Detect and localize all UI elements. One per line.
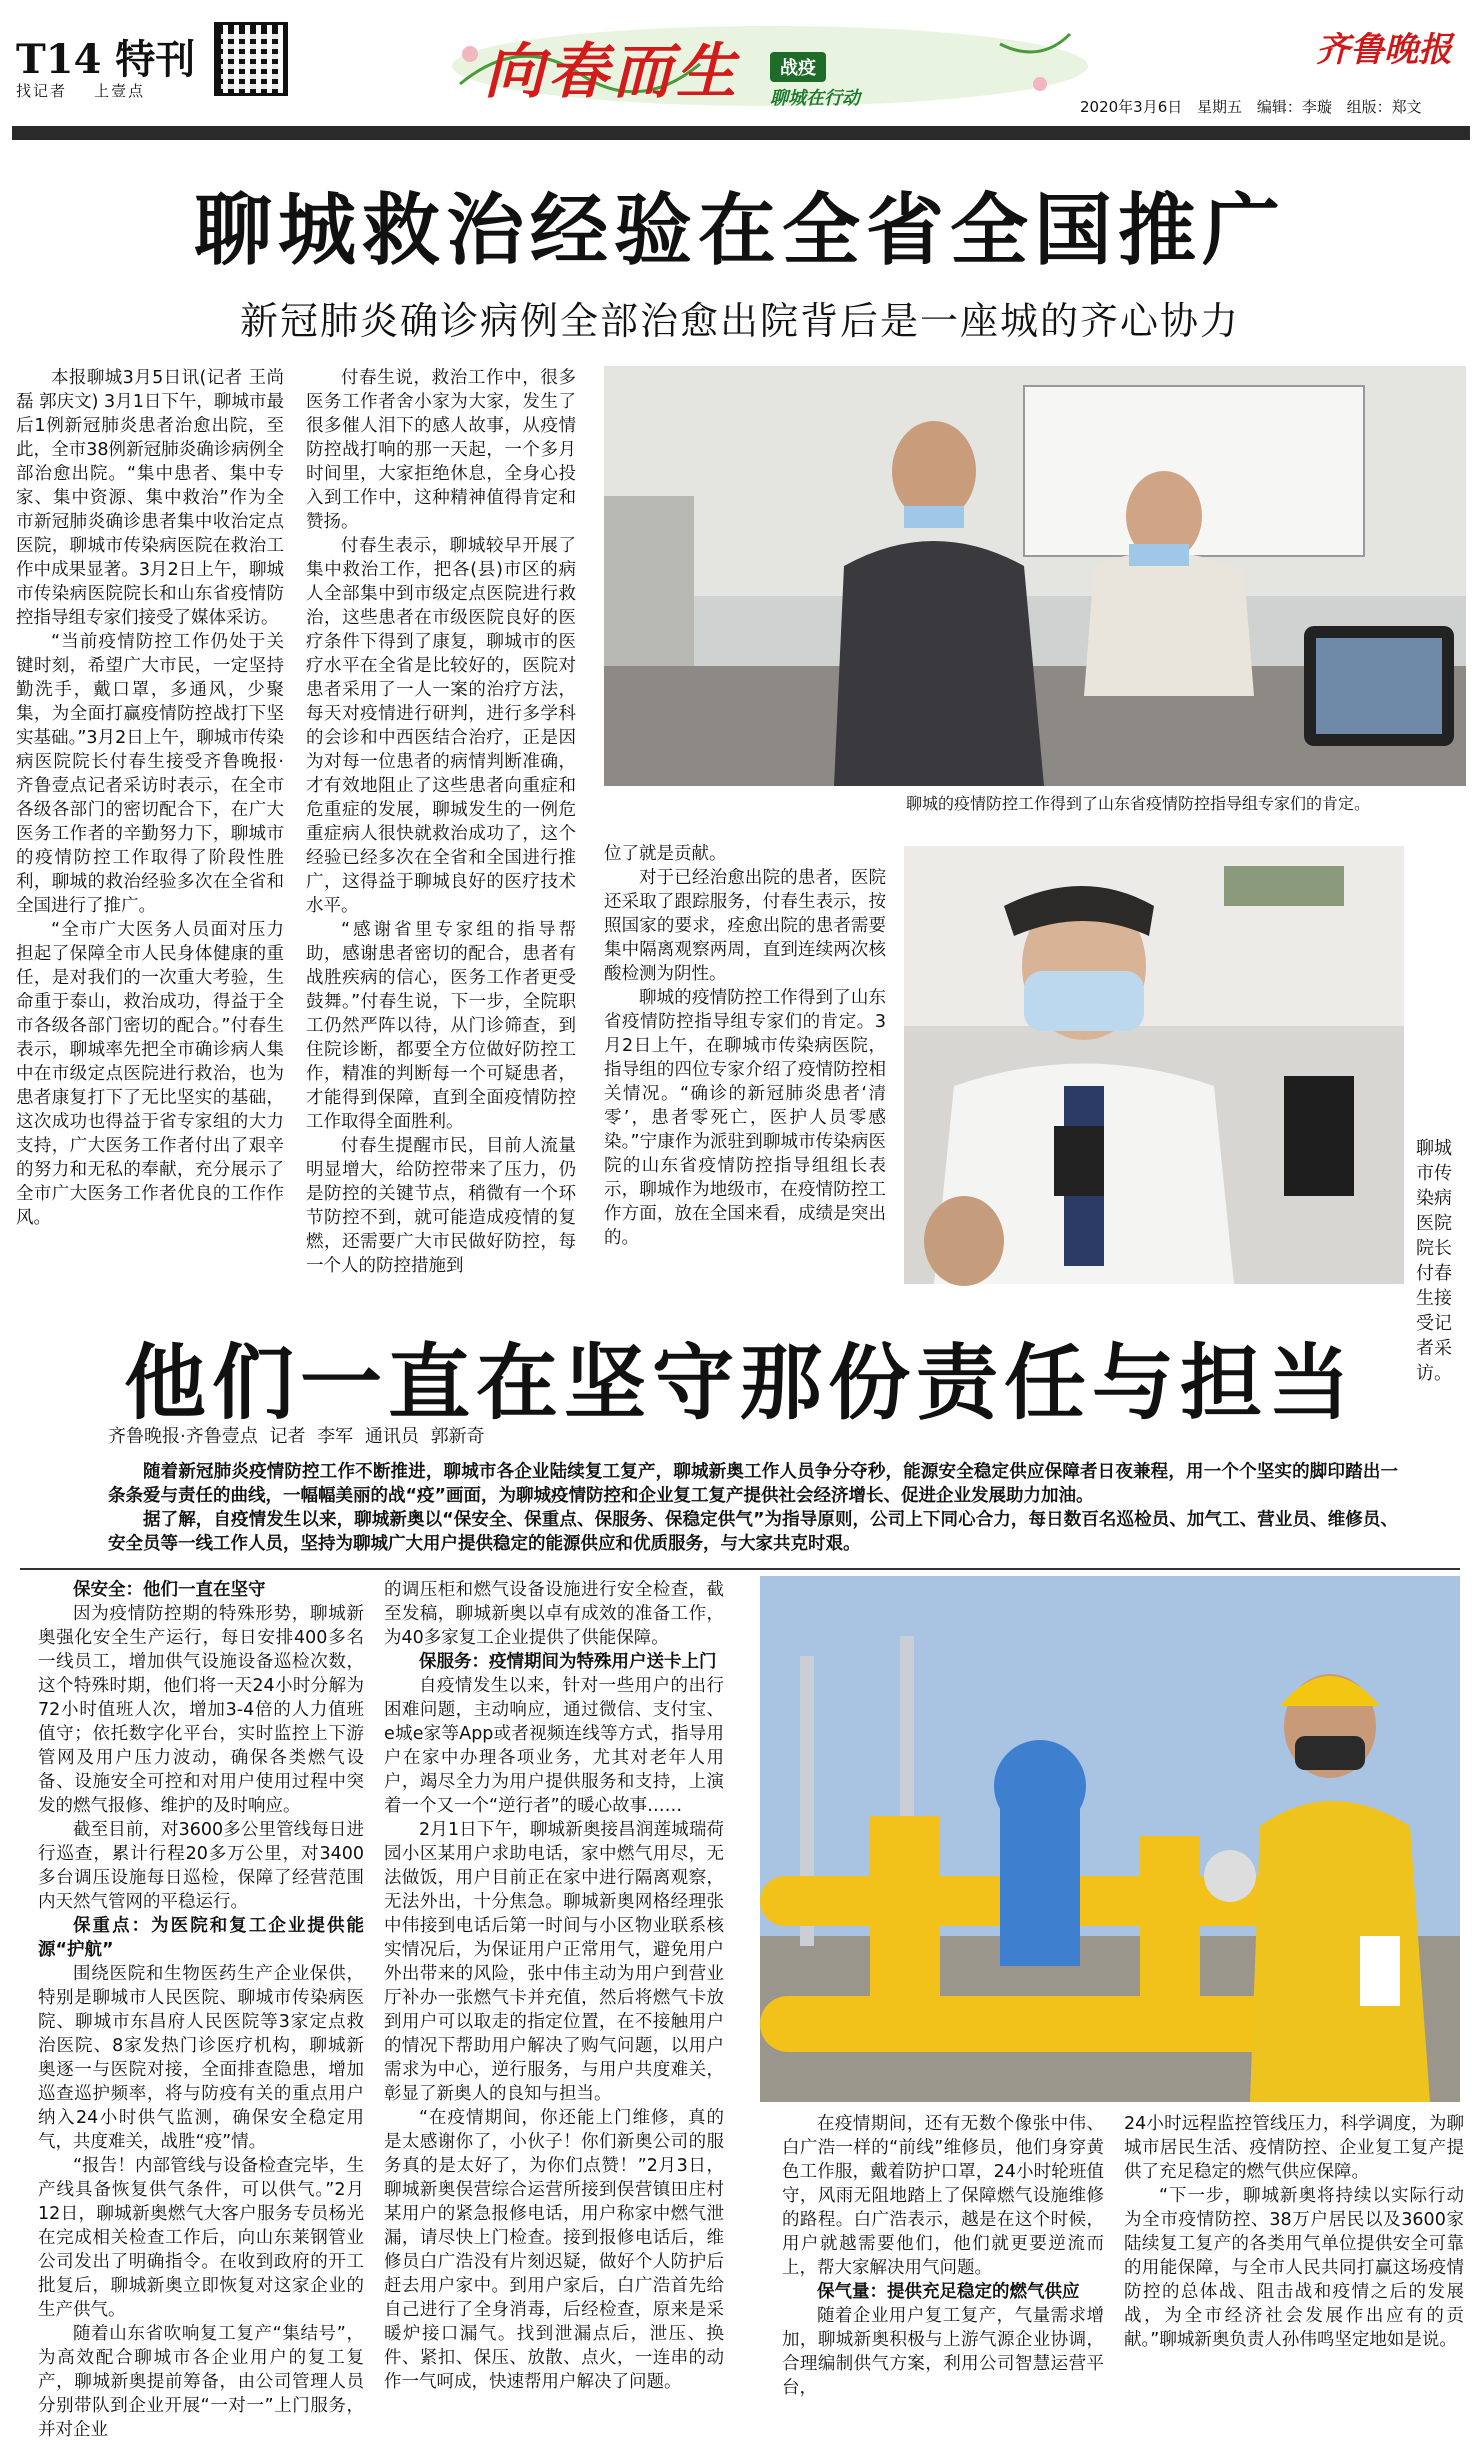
paragraph: “下一步，聊城新奥将持续以实际行动为全市疫情防控、38万户居民以及3600家陆续复工复产的各类用气单位提供安全可靠的用能保障，与全市人民共同打赢这场疫情防控的总体战、阻击战和疫情之后的发展战，为全市经济社会发展作出应有的贡献。”聊城新奥负责人孙伟鸣坚定地如是说。 [1124, 2186, 1464, 2350]
story2-column-4 [1124, 2112, 1464, 2370]
paragraph: “全市广大医务人员面对压力担起了保障全市人民身体健康的重任，是对我们的一次重大考验，生命重于泰山，救治成功，得益于全市各级各部门密切的配合。”付春生表示，聊城率先把全市确诊病人集中在市级定点医院进行救治，也为患者康复打下了无比坚实的基础，这次成功也得益于省专家组的大力支持，广大医务工作者付出了艰辛的努力和无私的奉献，充分展示了全市广大医务工作者优良的工作作风。 [16, 920, 284, 1228]
story2-lead [108, 1460, 1398, 1556]
paragraph: 随着新冠肺炎疫情防控工作不断推进，聊城市各企业陆续复工复产，聊城新奥工作人员争分夺秒，能源安全稳定供应保障者日夜兼程，用一个个坚实的脚印踏出一条条爱与责任的曲线，一幅幅美丽的战“疫”画面，为聊城疫情防控和企业复工复产提供社会经济增长、促进企业发展助力加油。 [108, 1462, 1398, 1506]
issue-meta: 2020年3月6日 星期五 编辑：李璇 组版：郑文 [1080, 98, 1422, 116]
section-banner [440, 14, 1080, 110]
paragraph: “当前疫情防控工作仍处于关键时刻，希望广大市民，一定坚持勤洗手，戴口罩，多通风，少聚集，为全面打赢疫情防控战打下坚实基础。”3月2日上午，聊城市传染病医院院长付春生接受齐鲁晚报·齐鲁壹点记者采访时表示，在全市各级各部门的密切配合下，在广大医务工作者的辛勤努力下，聊城市的疫情防控工作取得了阶段性胜利，聊城的救治经验多次在全省和全国进行了推广。 [16, 632, 284, 916]
section-heading: 保安全：他们一直在坚守 [73, 1580, 266, 1600]
paragraph: 位了就是贡献。 [604, 844, 727, 864]
paragraph: 本报聊城3月5日讯(记者 王尚磊 郭庆文) 3月1日下午，聊城市最后1例新冠肺炎患者治愈出院，至此，全市38例新冠肺炎确诊病例全部治愈出院。“集中患者、集中专家、集中资源、集中救治”作为全市新冠肺炎确诊患者集中收治定点医院，聊城市传染病医院在救治工作中成果显著。3月2日上午，聊城市传染病医院院长和山东省疫情防控指导组专家们接受了媒体采访。 [16, 368, 284, 628]
section-heading: 保气量：提供充足稳定的燃气供应 [817, 2282, 1080, 2302]
paragraph: 对于已经治愈出院的患者，医院还采取了跟踪服务，付春生表示，按照国家的要求，痊愈出院的患者需要集中隔离观察两周，直到连续两次核酸检测为阴性。 [604, 868, 886, 984]
newspaper-logo: 齐鲁晚报 [1316, 30, 1452, 70]
story2-column-1 [38, 1578, 364, 2440]
page-sub: 找记者 上壹点 [16, 82, 146, 100]
paragraph: 24小时远程监控管线压力，科学调度，为聊城市居民生活、疫情防控、企业复工复产提供了充足稳定的燃气供应保障。 [1124, 2114, 1464, 2182]
story1-column-3 [604, 842, 886, 1296]
paragraph: 截至目前，对3600多公里管线每日进行巡查，累计行程20多万公里，对3400多台调压设施每日巡检，保障了经营范围内天然气管网的平稳运行。 [38, 1820, 364, 1912]
expert-meeting-image-icon [604, 366, 1466, 786]
photo-expert-meeting [604, 366, 1466, 786]
paragraph: “在疫情期间，你还能上门维修，真的是太感谢你了，小伙子！你们新奥公司的服务真的是太好了，为你们点赞！”2月3日，聊城新奥俣营综合运营所接到俣营镇田庄村某用户的紧急报修电话，用户称家中燃气泄漏，请尽快上门检查。接到报修电话后，维修员白广浩没有片刻迟疑，做好个人防护后赶去用户家中。到用户家后，白广浩首先给自己进行了全身消毒，后经检查，原来是采暖炉接口漏气。找到泄漏点后，泄压、换件、紧扣、保压、放散、点火，一连串的动作一气呵成，快速帮用户解决了问题。 [384, 2108, 724, 2392]
banner-title: 向春而生 [484, 37, 740, 107]
paragraph: 付春生表示，聊城较早开展了集中救治工作，把各(县)市区的病人全部集中到市级定点医院进行救治，这些患者在市级医院良好的医疗条件下得到了康复，聊城市的医疗水平在全省是比较好的，医院对患者采用了一人一案的治疗方法，每天对疫情进行研判，进行多学科的会诊和中西医结合治疗，正是因为对每一位患者的病情判断准确，才有效地阻止了这些患者向重症和危重症的发展，聊城发生的一例危重症病人很快就救治成功了，这个经验已经多次在全省和全国进行推广，这得益于聊城良好的医疗技术水平。 [306, 536, 576, 916]
story1-column-2 [306, 366, 576, 1306]
photo2-caption: 聊城市传染病医院院长付春生接受记者采访。 [1416, 1138, 1452, 1384]
photo-hospital-director [904, 846, 1404, 1284]
paragraph: 在疫情期间，还有无数个像张中伟、白广浩一样的“前线”维修员，他们身穿黄色工作服，戴着防护口罩，24小时轮班值守，风雨无阻地踏上了保障燃气设施维修的路程。白广浩表示，越是在这个时候，用户就越需要他们，他们就更要逆流而上，帮大家解决用气问题。 [782, 2114, 1104, 2278]
paragraph: 的调压柜和燃气设备设施进行安全检查，截至发稿，聊城新奥以卓有成效的准备工作，为40多家复工企业提供了供能保障。 [384, 1580, 724, 1648]
paragraph: 随着企业用户复工复产，气量需求增加，聊城新奥积极与上游气源企业协调，合理编制供气方案，利用公司智慧运营平台， [782, 2306, 1104, 2398]
section-heading: 保服务：疫情期间为特殊用户送卡上门 [419, 1652, 717, 1672]
story2-rule [20, 1568, 1460, 1570]
photo-gas-worker [760, 1576, 1460, 2102]
story2-column-2 [384, 1578, 724, 2392]
paragraph: “感谢省里专家组的指导帮助，感谢患者密切的配合，患者有战胜疾病的信心，医务工作者更受鼓舞。”付春生说，下一步，全院职工仍然严阵以待，从门诊筛查，到住院诊断，都要全方位做好防控工作，精准的判断每一个可疑患者，才能得到保障，直到全面疫情防控工作取得全面胜利。 [306, 920, 576, 1132]
story1-headline: 聊城救治经验在全省全国推广 [193, 186, 1286, 276]
paragraph: “报告！内部管线与设备检查完毕，生产线具备恢复供气条件，可以供气。”2月12日，聊城新奥燃气大客户服务专员杨光在完成相关检查工作后，向山东莱钢管业公司发出了明确指令。在收到政府的开工批复后，聊城新奥立即恢复对这家企业的生产供气。 [38, 2156, 364, 2320]
paragraph: 自疫情发生以来，针对一些用户的出行困难问题，主动响应，通过微信、支付宝、e城e家等App或者视频连线等方式，指导用户在家中办理各项业务，尤其对老年人用户，竭尽全力为用户提供服务和支持，上演着一个又一个“逆行者”的暖心故事…… [384, 1676, 724, 1816]
masthead [0, 0, 1480, 148]
story1-subhead: 新冠肺炎确诊病例全部治愈出院背后是一座城的齐心协力 [239, 299, 1240, 343]
banner-tag: 战疫 [770, 52, 826, 82]
paragraph: 付春生提醒市民，目前人流量明显增大，给防控带来了压力，仍是防控的关键节点，稍微有一个环节防控不到，就可能造成疫情的复燃，还需要广大市民做好防控，每一个人的防控措施到 [306, 1136, 576, 1276]
story2-column-3 [782, 2112, 1104, 2398]
section-heading: 保重点：为医院和复工企业提供能源“护航” [38, 1916, 364, 1960]
story2-byline: 齐鲁晚报·齐鲁壹点 记者 李军 通讯员 郭新奇 [108, 1426, 485, 1447]
paragraph: 据了解，自疫情发生以来，聊城新奥以“保安全、保重点、保服务、保稳定供气”为指导原则，公司上下同心合力，每日数百名巡检员、加气工、营业员、维修员、安全员等一线工作人员，坚持为聊城广大用户提供稳定的能源供应和优质服务，与大家共克时艰。 [108, 1510, 1398, 1554]
masthead-rule [12, 126, 1470, 140]
banner-subtitle: 聊城在行动 [770, 88, 860, 109]
paragraph: 因为疫情防控期的特殊形势，聊城新奥强化安全生产运行，每日安排400多名一线员工，增加供气设施设备巡检次数，这个特殊时期，他们将一天24小时分解为72小时值班人次，增加3-4倍的人力值班值守；依托数字化平台，实时监控上下游管网及用户压力波动，确保各类燃气设备、设施安全可控和对用户使用过程中突发的燃气报修、维护的及时响应。 [38, 1604, 364, 1816]
story2-headline: 他们一直在坚守那份责任与担当 [123, 1336, 1356, 1431]
gas-worker-image-icon [760, 1576, 1460, 2102]
qr-code-icon [214, 22, 288, 96]
photo1-caption: 聊城的疫情防控工作得到了山东省疫情防控指导组专家们的肯定。 [906, 794, 1371, 813]
paragraph: 随着山东省吹响复工复产“集结号”，为高效配合聊城市各企业用户的复工复产，聊城新奥提前筹备，由公司管理人员分别带队到企业开展“一对一”上门服务，并对企业 [38, 2324, 364, 2440]
page-code: T14 特刊 [16, 36, 196, 83]
paragraph: 2月1日下午，聊城新奥接昌润莲城瑞荷园小区某用户求助电话，家中燃气用尽，无法做饭，用户目前正在家中进行隔离观察，无法外出，十分焦急。聊城新奥网格经理张中伟接到电话后第一时间与小区物业联系核实情况后，为保证用户正常用气，避免用户外出带来的风险，张中伟主动为用户到营业厅补办一张燃气卡并充值，然后将燃气卡放到用户可以取走的指定位置，在不接触用户的情况下帮助用户解决了购气问题，以用户需求为中心，逆行服务，与用户共度难关，彰显了新奥人的良知与担当。 [384, 1820, 724, 2104]
paragraph: 围绕医院和生物医药生产企业保供，特别是聊城市人民医院、聊城市传染病医院、聊城市东昌府人民医院等3家定点救治医院、8家发热门诊医疗机构，聊城新奥逐一与医院对接，全面排查隐患，增加巡查巡护频率，将与防疫有关的重点用户纳入24小时供气监测，确保安全稳定用气，共度难关，战胜“疫”情。 [38, 1964, 364, 2152]
paragraph: 付春生说，救治工作中，很多医务工作者舍小家为大家，发生了很多催人泪下的感人故事，从疫情防控战打响的那一天起，一个多月时间里，大家拒绝休息，全身心投入到工作中，这种精神值得肯定和赞扬。 [306, 368, 576, 532]
story1-column-1 [16, 366, 284, 1306]
paragraph: 聊城的疫情防控工作得到了山东省疫情防控指导组专家们的肯定。3月2日上午，在聊城市传染病医院，指导组的四位专家介绍了疫情防控相关情况。“确诊的新冠肺炎患者‘清零’，患者零死亡，医护人员零感染。”宁康作为派驻到聊城市传染病医院的山东省疫情防控指导组组长表示，聊城作为地级市，在疫情防控工作方面，放在全国来看，成绩是突出的。 [604, 988, 886, 1248]
hospital-director-image-icon [904, 846, 1404, 1284]
